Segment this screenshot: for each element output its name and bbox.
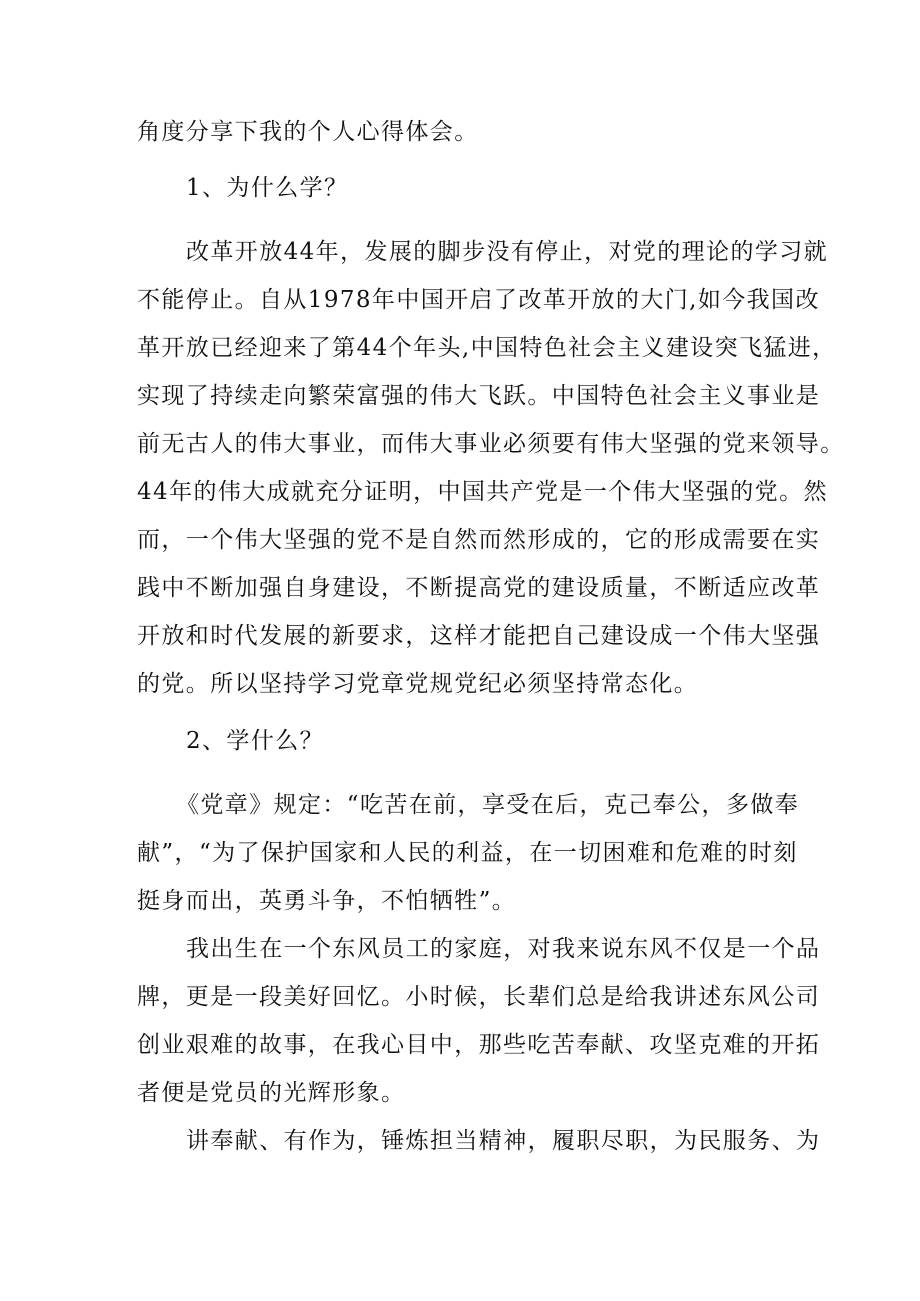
section-heading-what-to-learn: 2、学什么？ — [186, 728, 325, 754]
body-text-line: 牌，更是一段美好回忆。小时候，长辈们总是给我讲述东风公司 — [137, 984, 821, 1010]
body-text-line: 讲奉献、有作为，锤炼担当精神，履职尽职，为民服务、为 — [186, 1128, 821, 1154]
body-text-line: 不能停止。自从1978年中国开启了改革开放的大门,如今我国改 — [137, 287, 820, 313]
body-text-line: 的党。所以坚持学习党章党规党纪必须坚持常态化。 — [137, 671, 699, 697]
body-text-line: 者便是党员的光辉形象。 — [137, 1080, 406, 1106]
body-text-line: 而，一个伟大坚强的党不是自然而然形成的，它的形成需要在实 — [137, 527, 821, 553]
section-heading-why-learn: 1、为什么学？ — [186, 175, 349, 201]
body-text-line: 前无古人的伟大事业，而伟大事业必须要有伟大坚强的党来领导。 — [137, 431, 845, 457]
body-text-line: 实现了持续走向繁荣富强的伟大飞跃。中国特色社会主义事业是 — [137, 383, 821, 409]
body-text-line: 革开放已经迎来了第44个年头,中国特色社会主义建设突飞猛进， — [137, 335, 837, 361]
body-text-line: 创业艰难的故事，在我心目中，那些吃苦奉献、攻坚克难的开拓 — [137, 1032, 821, 1058]
body-text-line: 44年的伟大成就充分证明，中国共产党是一个伟大坚强的党。然 — [137, 479, 828, 505]
body-text-line: 挺身而出，英勇斗争，不怕牺牲”。 — [137, 888, 517, 914]
body-text-line: 践中不断加强自身建设，不断提高党的建设质量，不断适应改革 — [137, 575, 821, 601]
body-text-line: 开放和时代发展的新要求，这样才能把自己建设成一个伟大坚强 — [137, 623, 821, 649]
body-text-line: 《党章》规定：“吃苦在前，享受在后，克己奉公，多做奉 — [176, 792, 800, 818]
body-text-line: 角度分享下我的个人心得体会。 — [137, 119, 479, 145]
body-text-line: 改革开放44年，发展的脚步没有停止，对党的理论的学习就 — [186, 239, 829, 265]
body-text-line: 我出生在一个东风员工的家庭，对我来说东风不仅是一个品 — [186, 936, 821, 962]
body-text-line: 献”，“为了保护国家和人民的利益，在一切困难和危难的时刻 — [137, 840, 798, 866]
